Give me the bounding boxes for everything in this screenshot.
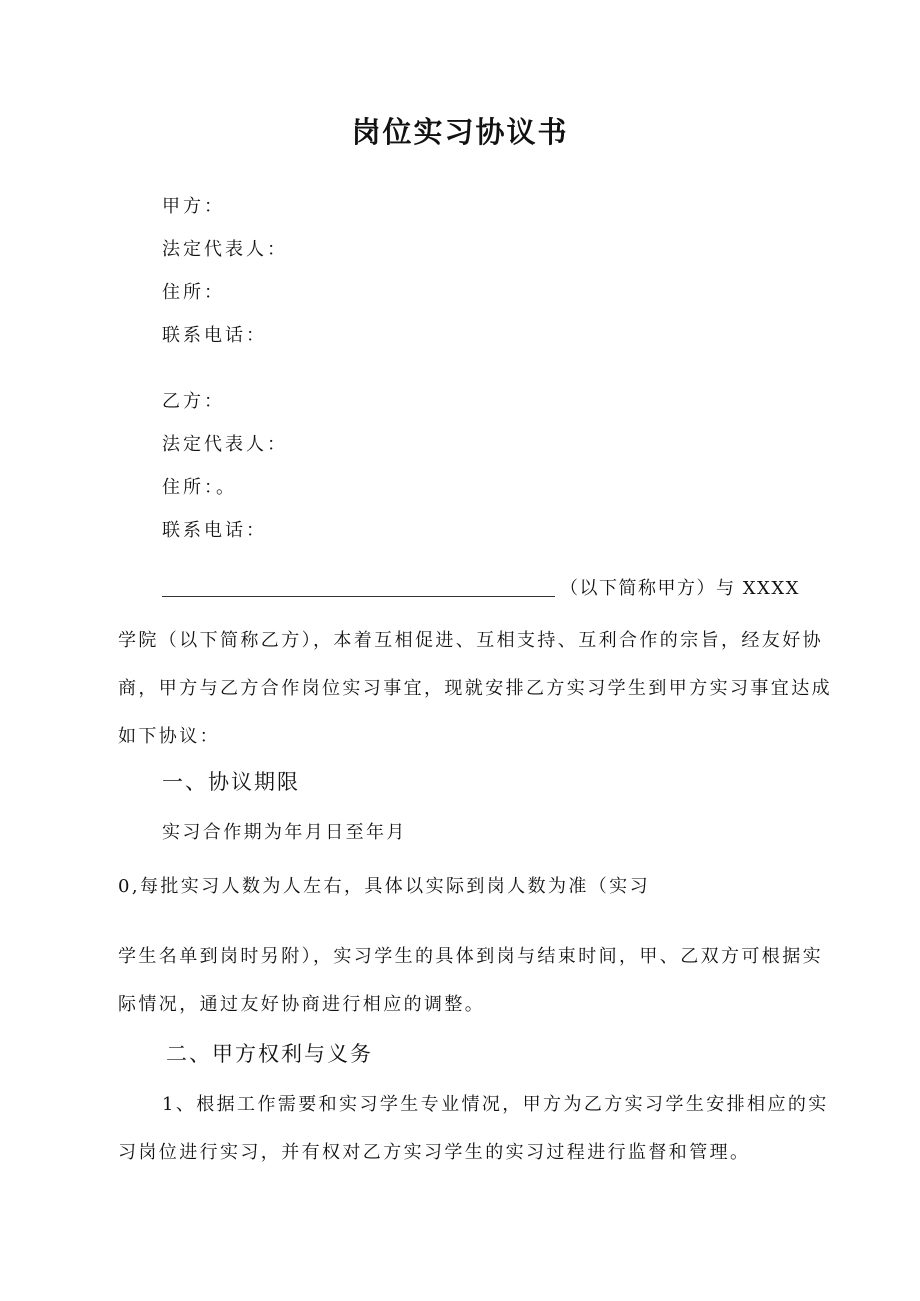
section-2-heading: 二、甲方权利与义务 [166,1042,373,1066]
section-1-line-3: 学生名单到岗时另附），实习学生的具体到岗与结束时间，甲、乙双方可根据实 [118,946,823,967]
section-1-line-4: 际情况，通过友好协商进行相应的调整。 [118,994,486,1015]
party-a-rep-label: 法定代表人： [162,239,288,260]
party-b-name-label: 乙方： [162,391,225,412]
party-b-rep-label: 法定代表人： [162,434,288,455]
party-b-address-label: 住所：。 [162,477,237,498]
party-a-address-label: 住所： [162,282,225,303]
party-a-name-blank [162,596,555,597]
section-2-item-1-line-2: 习岗位进行实习，并有权对乙方实习学生的实习过程进行监督和管理。 [118,1142,751,1163]
section-1-heading: 一、协议期限 [162,770,300,794]
intro-line-3: 商，甲方与乙方合作岗位实习事宜，现就安排乙方实习学生到甲方实习事宜达成 [118,678,832,699]
section-2-item-1-line-1: 1、根据工作需要和实习学生专业情况，甲方为乙方实习学生安排相应的实 [162,1094,829,1115]
section-1-line-2: 0,每批实习人数为人左右，具体以实际到岗人数为准（实习 [118,876,650,897]
party-a-name-label: 甲方： [162,196,225,217]
intro-line-2: 学院（以下简称乙方），本着互相促进、互相支持、互利合作的宗旨，经友好协 [118,630,823,651]
section-1-line-1: 实习合作期为年月日至年月 [162,822,407,843]
intro-line-4: 如下协议： [118,726,220,747]
party-a-phone-label: 联系电话： [162,325,267,346]
party-b-phone-label: 联系电话： [162,520,267,541]
document-title: 岗位实习协议书 [351,115,569,149]
intro-line-1-tail: （以下简称甲方）与 XXXX [560,578,800,599]
